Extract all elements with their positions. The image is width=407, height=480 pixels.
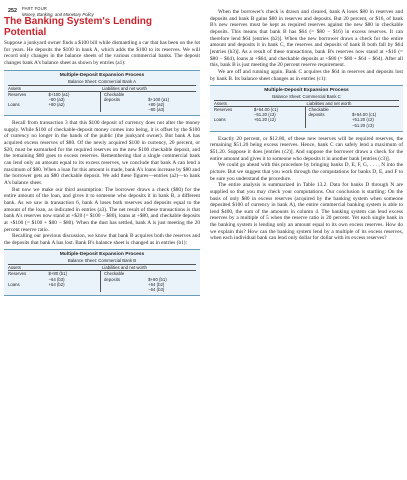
asset-value: −64 (b3) [48,277,101,282]
liability-value: $+80 (b1) [148,276,167,282]
asset-value: +80 (a2) [48,102,101,107]
section-title-line2: Potential [4,27,47,38]
asset-label: Loans [214,117,226,123]
paragraph: Suppose a junkyard owner finds a $100 bill while dismantling a car that has been on the lot for years. He deposits the $100 in bank A, which adds the $100 to its reserves. We will record only changes in the balance sheets of the various commercial banks. The deposit changes bank A's balance sheet as shown by entries (a1): [4,40,200,66]
paragraph: When the borrower's check is drawn and cleared, bank A loses $80 in reserves and deposits and bank B gains $80 in reserves and deposits. But 20 percent, or $16, of bank B's new reserves must be kept as required reserves against the new $80 in checkable deposits. This means that bank B has $64 (= $80 − $16) in excess reserves. It can therefore lend $64 [entries (b2)]. When the new borrower draws a check for the entire amount and deposits it in bank C, the reserves and deposits of bank B both fall by $64 [entries (b3)]. As a result of these transactions, bank B's reserves now stand at +$16 (= $80 − $64), loans at +$64, and checkable deposits at +$80 (= $80 + $64 − $64). After all this, bank B is just meeting the 20 percent reserve requirement. [210,9,403,69]
paragraph: We are off and running again. Bank C acquires the $64 in reserves and deposits lost by bank B. Its balance sheet changes as in entries (c1): [210,68,403,82]
asset-value [48,287,101,292]
paragraph: Recalling our previous discussion, we know that bank B acquires both the reserves and the deposits that bank A has lost. Bank B's balance sheet is changed as in entries (b1): [4,233,200,246]
asset-label: Loans [8,101,20,107]
liability-value: +80 (a2) [148,101,165,107]
liability-label [101,287,148,292]
part-subtitle: Money, Banking, and Monetary Policy [22,12,94,17]
liability-label: deposits [104,96,121,102]
asset-value [254,123,306,128]
box-title: Multiple-Deposit Expansion Process [264,88,349,94]
paragraph: We could go ahead with this procedure by bringing banks D, E, F, G, . . . , N into the picture. But we suggest that you work through the computations for banks D, E, and F to be sure you understand the procedure. [210,162,403,182]
liability-value: +64 (b2) [148,281,165,287]
asset-label [8,287,48,292]
paragraph: Exactly 20 percent, or $12.80, of these new reserves will be required reserves, the remaining $51.20 being excess reserves. Hence, bank C can safely lend a maximum of $51.20. Suppose it does [entries (c2)]. And suppose the borrower draws a check for the entire amount and gives it to someone who deposits it in another bank [entries (c3)]. [210,135,403,162]
liability-label [101,107,148,112]
right-column [210,9,403,242]
liability-label: deposits [308,112,325,118]
assets-header: Assets [8,265,21,271]
asset-value: $+64.00 (c1) [254,107,306,112]
balance-sheet-row [8,287,196,292]
box-title: Multiple-Deposit Expansion Process [59,72,145,78]
balance-sheet-row [8,107,196,112]
page-number: 252 [8,8,17,14]
asset-label: Reserves [8,271,27,277]
part-label: PART FOUR [22,6,48,11]
asset-label [8,107,48,112]
assets-header: Assets [214,101,227,107]
asset-label: Reserves [8,91,27,97]
asset-value [48,107,101,112]
liability-label: Checkable [308,107,329,113]
box-subtitle: Balance Sheet: Commercial Bank B [8,258,196,265]
balance-sheet-row [214,123,399,128]
asset-value: −51.20 (c3) [254,112,306,117]
asset-value: $+100 (a1) [48,92,101,97]
paragraph: The entire analysis is summarized in Table 13.2. Data for banks D through N are supplied so that you may check your computations. Our conclusion is startling: On the basis of only $80 in excess reserves (acquired by the banking system when someone deposited $100 of currency in bank A), the entire commercial banking system is able to lend $400, the sum of the amounts in column 4. The banking system can lend excess reserves by a multiple of 5 when the reserve ratio is 20 percent. Yet each single bank in the banking system is lending only an amount equal to its own excess reserves. How do we explain this? How can the banking system lend by a multiple of its excess reserves, when each individual bank can lend only dollar for dollar with its excess reserves? [210,182,403,242]
balance-sheet-bank-b [4,249,200,295]
liabilities-header: Liabilities and net worth [306,101,352,107]
asset-value: +51.20 (c2) [254,117,306,122]
asset-value: −80 (a3) [48,97,101,102]
box-title: Multiple-Deposit Expansion Process [59,252,145,258]
liability-value: $+64.00 (c1) [351,112,377,118]
box-rows [8,92,196,112]
liability-label: deposits [104,276,121,282]
liability-value: +51.20 (c2) [351,117,374,123]
section-title-line1: The Banking System's Lending [4,16,152,27]
paragraph: Recall from transaction 3 that this $100 deposit of currency does not alter the money supply. While $100 of checkable-deposit money comes into being, it is offset by the $100 of currency no longer in the hands of the public (the junkyard owner). But bank A has acquired excess reserves of $80. Of the newly acquired $100 in currency, 20 percent, or $20, must be earmarked for the required reserves on the new $100 checkable deposit, and the remaining $80 goes to excess reserves. Remembering that a single commercial bank can lend only an amount equal to its excess reserves, we conclude that bank A can lend a maximum of $80. When a loan for this amount is made, bank A's loans increase by $80 and the borrower gets an $80 checkable deposit. We add these figures—entries (a2)—to bank A's balance sheet. [4,120,200,186]
liability-label [306,123,352,128]
box-subtitle: Balance Sheet: Commercial Bank C [214,94,399,101]
balance-sheet-bank-a [4,70,200,116]
liabilities-header: Liabilities and net worth [102,85,147,91]
section-title [4,16,200,38]
liability-value: −80 (a3) [148,106,165,112]
liability-value: −51.20 (c3) [351,122,374,128]
balance-sheet-bank-c [210,85,403,131]
liabilities-header: Liabilities and net worth [102,265,147,271]
box-subtitle: Balance Sheet: Commercial Bank A [8,79,196,86]
left-column [4,16,200,300]
asset-label: Reserves [214,107,233,113]
assets-header: Assets [8,85,21,91]
asset-value: +64 (b2) [48,282,101,287]
asset-label [214,123,254,128]
box-rows [8,271,196,291]
asset-value: $+80 (b1) [48,271,101,276]
asset-label: Loans [8,281,20,287]
liability-label: Checkable [104,271,125,277]
box-rows [214,107,399,127]
liability-value: $+100 (a1) [148,96,170,102]
paragraph: But now we make our third assumption: The borrower draws a check ($80) for the entire amount of the loan, and gives it to someone who deposits it in bank B, a different bank. As we saw in transaction 6, bank A loses both reserves and deposits equal to the amount of the loan, as indicated in entries (a3). The net result of these transactions is that bank A's reserves now stand at +$20 (= $100 − $80), loans at +$80, and checkable deposits at +$100 (= $100 + $80 − $80). When the dust has settled, bank A is just meeting the 20 percent reserve ratio. [4,186,200,233]
liability-label: Checkable [104,91,125,97]
liability-value: −64 (b3) [148,286,165,292]
